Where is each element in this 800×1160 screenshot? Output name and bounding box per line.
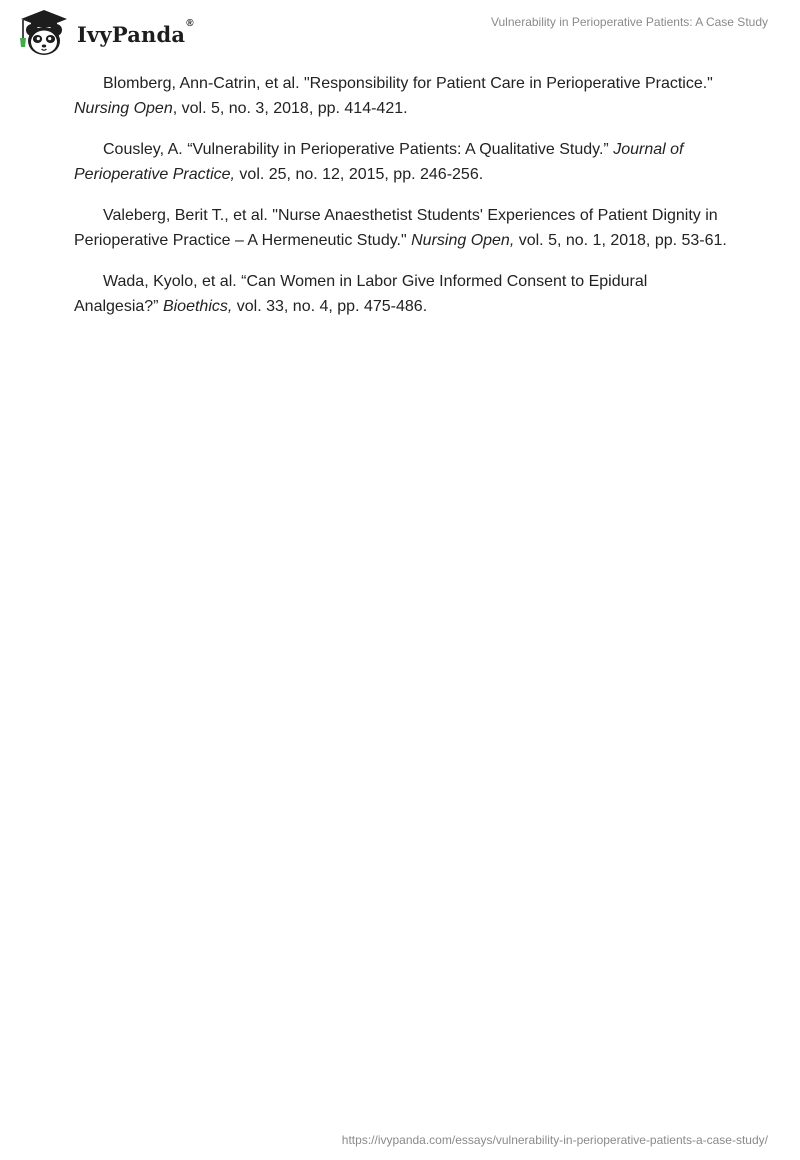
reference-entry xyxy=(74,137,734,187)
reference-details: , vol. 5, no. 3, 2018, pp. 414-421. xyxy=(172,100,408,117)
ivypanda-logo[interactable] xyxy=(15,8,194,58)
reference-entry xyxy=(74,269,734,319)
reference-text: Valeberg, Berit T., et al. "Nurse Anaesthetist Students' Experiences of Patient Dignity in Perioperative Practice – A Hermeneutic Study." xyxy=(74,207,718,249)
reference-details: vol. 25, no. 12, 2015, pp. 246-256. xyxy=(234,166,484,183)
reference-details: vol. 5, no. 1, 2018, pp. 53-61. xyxy=(514,232,727,249)
source-url-link[interactable]: https://ivypanda.com/essays/vulnerability-in-perioperative-patients-a-case-study/ xyxy=(341,1133,768,1147)
journal-title: Nursing Open xyxy=(74,100,173,117)
journal-title: Journal of Perioperative Practice, xyxy=(74,141,684,183)
page-header xyxy=(0,0,800,64)
reference-entry xyxy=(74,203,734,253)
document-title: Vulnerability in Perioperative Patients: A Case Study xyxy=(490,15,768,29)
reference-text: Blomberg, Ann-Catrin, et al. "Responsibility for Patient Care in Perioperative Practice." xyxy=(103,75,713,92)
panda-graduation-cap-icon xyxy=(15,8,73,58)
works-cited-list xyxy=(74,71,734,335)
brand-name: IvyPanda® xyxy=(77,17,194,47)
registered-mark: ® xyxy=(186,17,194,29)
journal-title: Nursing Open, xyxy=(411,232,515,249)
reference-details: vol. 33, no. 4, pp. 475-486. xyxy=(232,298,428,315)
journal-title: Bioethics, xyxy=(162,298,233,315)
reference-entry xyxy=(74,71,734,121)
reference-text: Cousley, A. “Vulnerability in Perioperative Patients: A Qualitative Study.” xyxy=(103,141,614,158)
reference-text: Wada, Kyolo, et al. “Can Women in Labor Give Informed Consent to Epidural Analgesia?” xyxy=(74,273,648,315)
